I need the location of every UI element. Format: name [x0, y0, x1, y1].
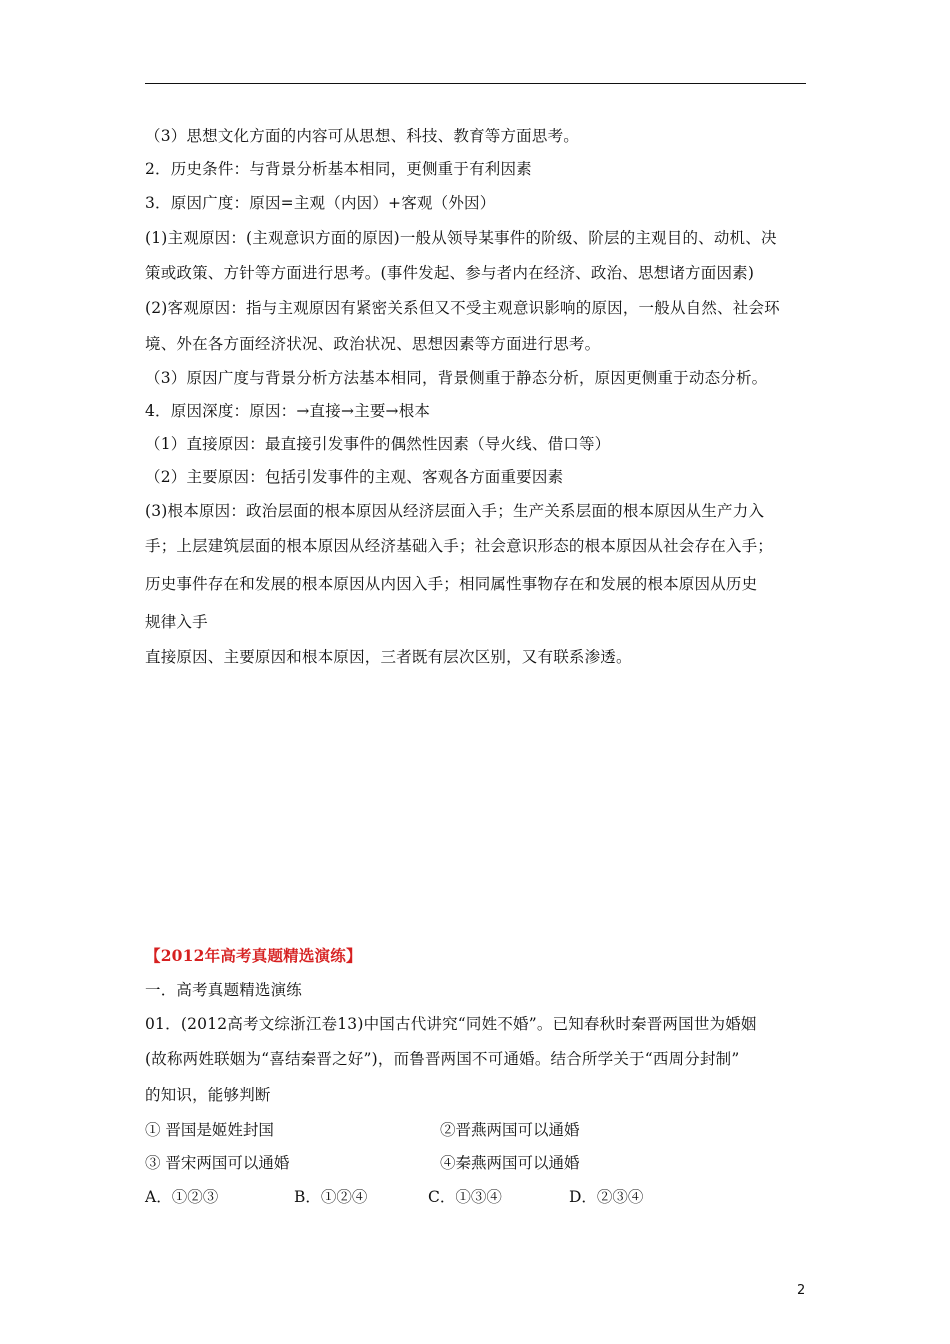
choice-b[interactable]: B．①②④	[294, 1188, 368, 1206]
subsection-title: 一．高考真题精选演练	[145, 981, 303, 999]
body-line: （3）思想文化方面的内容可从思想、科技、教育等方面思考。	[145, 127, 579, 145]
body-line: 2．历史条件：与背景分析基本相同，更侧重于有利因素	[145, 160, 532, 178]
statement-4: ④秦燕两国可以通婚	[440, 1154, 580, 1172]
body-line: 策或政策、方针等方面进行思考。(事件发起、参与者内在经济、政治、思想诸方面因素)	[145, 264, 755, 282]
body-line: 4．原因深度：原因：→直接→主要→根本	[145, 402, 431, 420]
body-line: 境、外在各方面经济状况、政治状况、思想因素等方面进行思考。	[145, 335, 601, 353]
choice-c[interactable]: C．①③④	[428, 1188, 502, 1206]
body-line: 规律入手	[145, 613, 208, 631]
question-line: (故称两姓联姻为“喜结秦晋之好”)，而鲁晋两国不可通婚。结合所学关于“西周分封制”	[145, 1050, 740, 1068]
body-line: 直接原因、主要原因和根本原因，三者既有层次区别，又有联系渗透。	[145, 648, 632, 666]
header-rule	[145, 83, 806, 84]
body-line: 历史事件存在和发展的根本原因从内因入手；相同属性事物存在和发展的根本原因从历史	[145, 575, 758, 593]
body-line: (1)主观原因：(主观意识方面的原因)一般从领导某事件的阶级、阶层的主观目的、动机、决	[145, 229, 777, 247]
question-line: 01．(2012高考文综浙江卷13)中国古代讲究“同姓不婚”。已知春秋时秦晋两国世为婚姻	[145, 1015, 757, 1033]
body-line: 3．原因广度：原因=主观（内因）+客观（外因）	[145, 194, 496, 212]
body-line: 手；上层建筑层面的根本原因从经济基础入手；社会意识形态的根本原因从社会存在入手；	[145, 537, 774, 555]
choice-d[interactable]: D．②③④	[569, 1188, 644, 1206]
body-line: （2）主要原因：包括引发事件的主观、客观各方面重要因素	[145, 468, 564, 486]
statement-1: ① 晋国是姬姓封国	[145, 1121, 274, 1139]
body-line: (3)根本原因：政治层面的根本原因从经济层面入手；生产关系层面的根本原因从生产力入	[145, 502, 765, 520]
question-line: 的知识，能够判断	[145, 1086, 271, 1104]
body-line: （1）直接原因：最直接引发事件的偶然性因素（导火线、借口等）	[145, 435, 611, 453]
statement-2: ②晋燕两国可以通婚	[440, 1121, 580, 1139]
statement-3: ③ 晋宋两国可以通婚	[145, 1154, 290, 1172]
section-heading: 【2012年高考真题精选演练】	[145, 946, 362, 965]
page-number: 2	[797, 1283, 806, 1298]
body-line: （3）原因广度与背景分析方法基本相同，背景侧重于静态分析，原因更侧重于动态分析。	[145, 369, 768, 387]
choice-a[interactable]: A．①②③	[145, 1188, 219, 1206]
body-line: (2)客观原因：指与主观原因有紧密关系但又不受主观意识影响的原因，一般从自然、社会环	[145, 299, 780, 317]
